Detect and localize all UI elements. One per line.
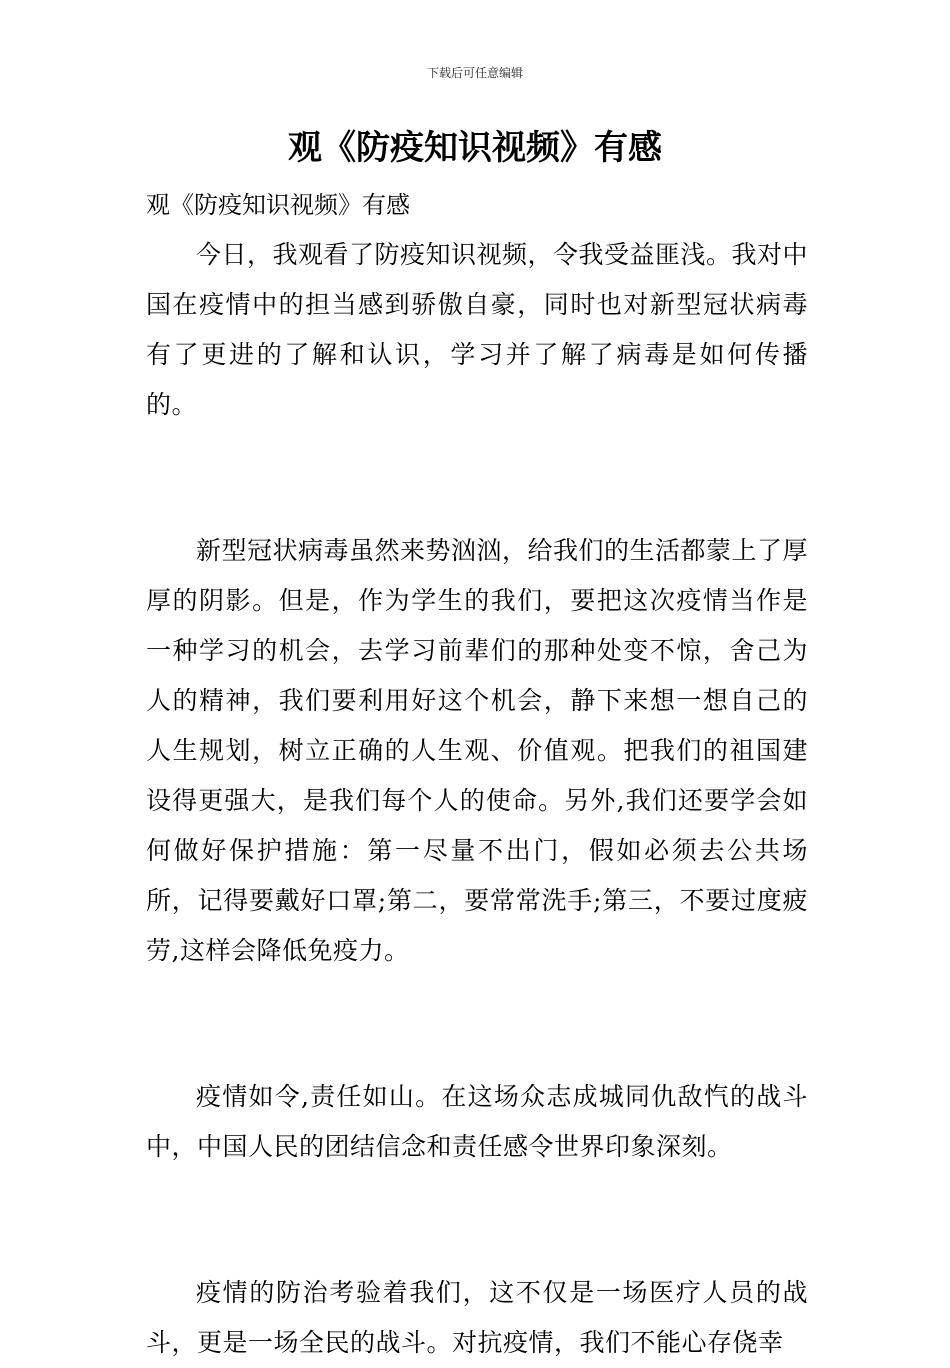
paragraph-spacer xyxy=(146,1026,808,1072)
document-body xyxy=(146,180,808,1368)
paragraph-4: 疫情的防治考验着我们，这不仅是一场医疗人员的战斗，更是一场全民的战斗。对抗疫情，我们不能心存侥幸 xyxy=(146,1278,808,1357)
paragraph-spacer xyxy=(146,430,808,480)
paragraph-3: 疫情如令,责任如山。在这场众志成城同仇敌忾的战斗中，中国人民的团结信念和责任感令世界印象深刻。 xyxy=(146,1082,808,1161)
paragraph-spacer xyxy=(146,1222,808,1268)
paragraph-1: 今日，我观看了防疫知识视频，令我受益匪浅。我对中国在疫情中的担当感到骄傲自豪，同时也对新型冠状病毒有了更进的了解和认识，学习并了解了病毒是如何传播的。 xyxy=(146,240,809,419)
header-note: 下载后可任意编辑 xyxy=(426,66,523,80)
document-title: 观《防疫知识视频》有感 xyxy=(288,128,662,168)
paragraph-spacer xyxy=(146,976,808,1026)
paragraph-spacer xyxy=(146,480,808,526)
paragraph-2: 新型冠状病毒虽然来势汹汹，给我们的生活都蒙上了厚厚的阴影。但是，作为学生的我们，要把这次疫情当作是一种学习的机会，去学习前辈们的那种处变不惊，舍己为人的精神，我们要利用好这个机会，静下来想一想自己的人生规划，树立正确的人生观、价值观。把我们的祖国建设得更强大，是我们每个人的使命。另外,我们还要学会如何做好保护措施：第一尽量不出门，假如必须去公共场所，记得要戴好口罩;第二，要常常洗手;第三，不要过度疲劳,这样会降低免疫力。 xyxy=(146,536,809,965)
paragraph-spacer xyxy=(146,1172,808,1222)
document-subtitle: 观《防疫知识视频》有感 xyxy=(146,191,410,219)
